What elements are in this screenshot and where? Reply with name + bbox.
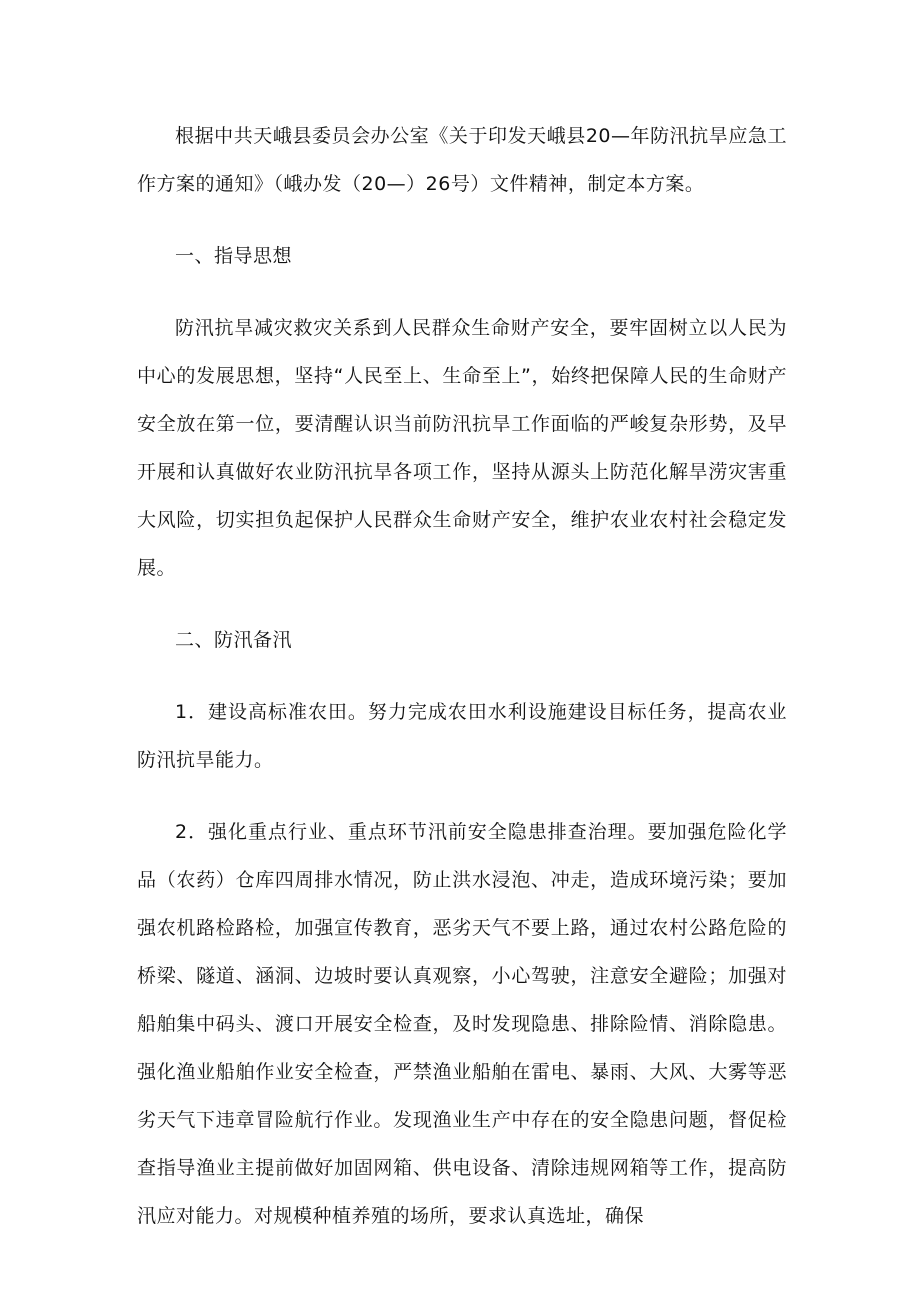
item-2-paragraph: 2．强化重点行业、重点环节汛前安全隐患排查治理。要加强危险化学品（农药）仓库四周排水情况，防止洪水浸泡、冲走，造成环境污染；要加强农机路检路检，加强宣传教育，恶劣天气不要上路，通过农村公路危险的桥梁、隧道、涵洞、边坡时要认真观察，小心驾驶，注意安全避险；加强对船舶集中码头、渡口开展安全检查，及时发现隐患、排除险情、消除隐患。强化渔业船舶作业安全检查，严禁渔业船舶在雷电、暴雨、大风、大雾等恶劣天气下违章冒险航行作业。发现渔业生产中存在的安全隐患问题，督促检查指导渔业主提前做好加固网箱、供电设备、清除违规网箱等工作，提高防汛应对能力。对规模种植养殖的场所，要求认真选址，确保	[137, 821, 787, 1227]
guiding-ideology-paragraph: 防汛抗旱减灾救灾关系到人民群众生命财产安全，要牢固树立以人民为中心的发展思想，坚持“人民至上、生命至上”，始终把保障人民的生命财产安全放在第一位，要清醒认识当前防汛抗旱工作面临的严峻复杂形势，及早开展和认真做好农业防汛抗旱各项工作，坚持从源头上防范化解旱涝灾害重大风险，切实担负起保护人民群众生命财产安全，维护农业农村社会稳定发展。	[137, 317, 787, 579]
section-heading-flood-preparation: 二、防汛备汛	[175, 629, 293, 651]
item-1-paragraph: 1．建设高标准农田。努力完成农田水利设施建设目标任务，提高农业防汛抗旱能力。	[137, 701, 787, 771]
section-heading-guiding-ideology: 一、指导思想	[175, 245, 293, 267]
document-body	[137, 112, 787, 1264]
intro-paragraph: 根据中共天峨县委员会办公室《关于印发天峨县20—年防汛抗旱应急工作方案的通知》（峨办发（20—）26号）文件精神，制定本方案。	[137, 125, 787, 195]
